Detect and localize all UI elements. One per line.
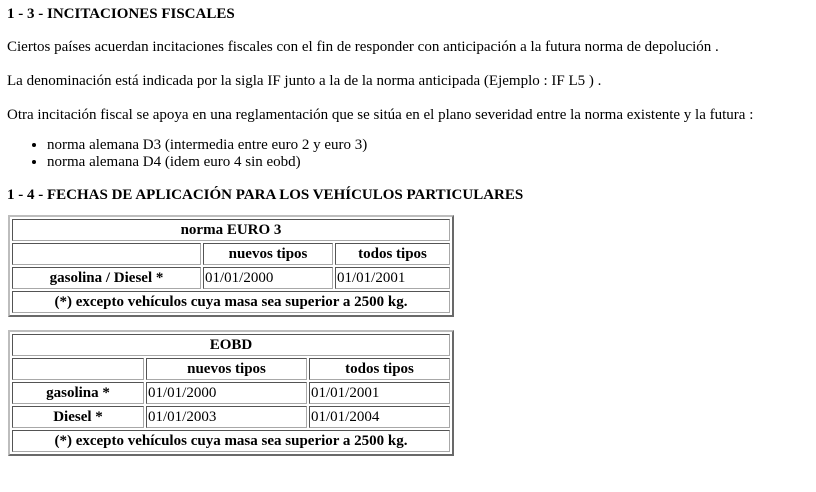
norma-list (7, 137, 809, 171)
row-label: gasolina * (12, 382, 144, 404)
section-heading-incitaciones: 1 - 3 - INCITACIONES FISCALES (7, 6, 235, 22)
date-cell: 01/01/2004 (309, 406, 450, 428)
date-cell: 01/01/2001 (309, 382, 450, 404)
euro3-title: norma EURO 3 (12, 219, 450, 241)
table-row (12, 382, 450, 404)
eobd-col-nuevos: nuevos tipos (146, 358, 307, 380)
eobd-footnote: (*) excepto vehículos cuya masa sea superior a 2500 kg. (12, 430, 450, 452)
date-cell: 01/01/2000 (203, 267, 333, 289)
list-item: • norma alemana D3 (intermedia entre euro 2 y euro 3) (47, 137, 809, 154)
euro3-col-todos: todos tipos (335, 243, 450, 265)
empty-header-cell (12, 243, 201, 265)
eobd-col-todos: todos tipos (309, 358, 450, 380)
euro3-col-nuevos: nuevos tipos (203, 243, 333, 265)
paragraph-otra-incitacion: Otra incitación fiscal se apoya en una reglamentación que se sitúa en el plano severidad entre la norma existente y la futura : (7, 107, 754, 123)
date-cell: 01/01/2000 (146, 382, 307, 404)
empty-header-cell (12, 358, 144, 380)
table-row (12, 267, 450, 289)
paragraph-intro: Ciertos países acuerdan incitaciones fiscales con el fin de responder con anticipación a la futura norma de depolución . (7, 39, 719, 55)
row-label: Diesel * (12, 406, 144, 428)
section-heading-fechas: 1 - 4 - FECHAS DE APLICACIÓN PARA LOS VEHÍCULOS PARTICULARES (7, 187, 524, 203)
table-row (12, 406, 450, 428)
euro3-footnote: (*) excepto vehículos cuya masa sea superior a 2500 kg. (12, 291, 450, 313)
date-cell: 01/01/2003 (146, 406, 307, 428)
row-label: gasolina / Diesel * (12, 267, 201, 289)
list-item: • norma alemana D4 (idem euro 4 sin eobd) (47, 154, 809, 171)
euro3-table (8, 215, 454, 317)
date-cell: 01/01/2001 (335, 267, 450, 289)
eobd-title: EOBD (12, 334, 450, 356)
paragraph-denominacion: La denominación está indicada por la sigla IF junto a la de la norma anticipada (Ejemplo : IF L5 ) . (7, 73, 602, 89)
eobd-table (8, 330, 454, 456)
